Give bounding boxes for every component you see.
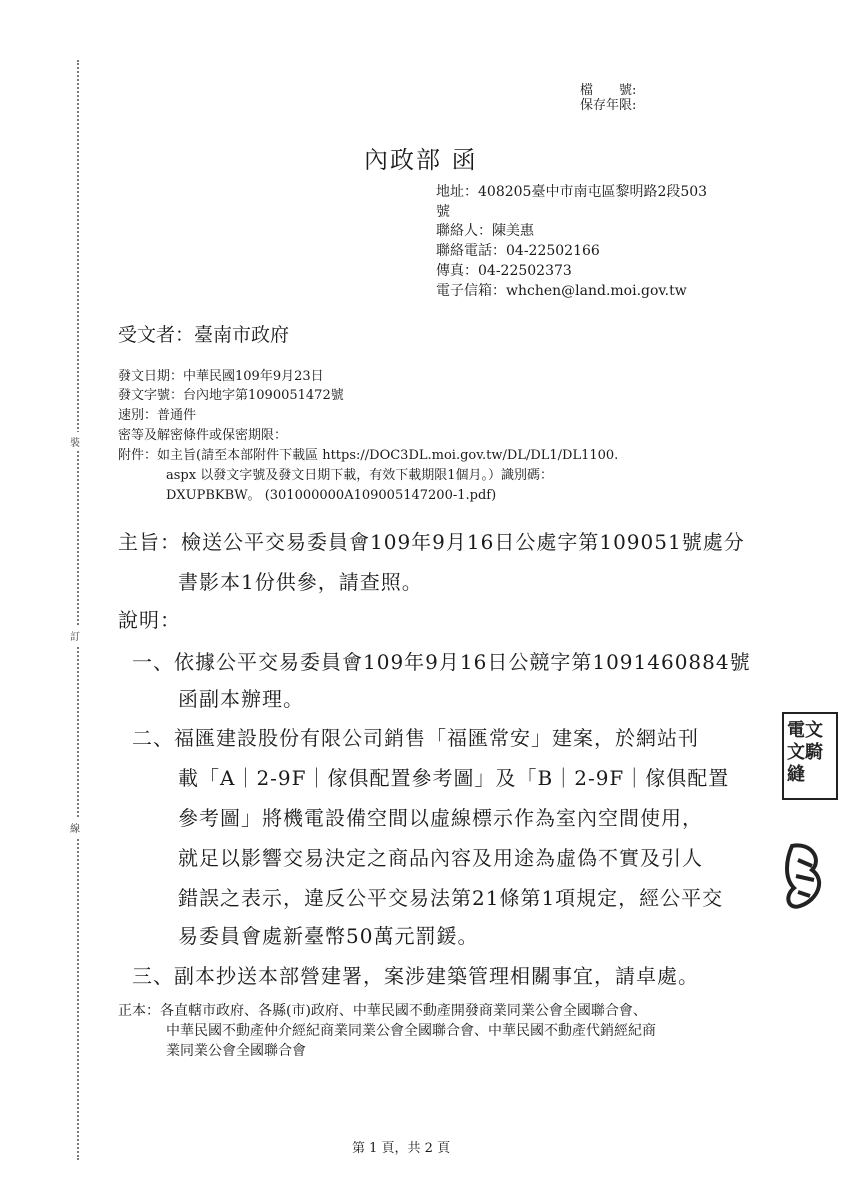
binding-mark-top: 裝 [70, 432, 80, 451]
sender-contact: 聯絡人：陳美惠 [436, 223, 534, 239]
explanation-item3-line1: 三、副本抄送本部營建署，案涉建築管理相關事宜，請卓處。 [132, 964, 699, 988]
subject-line2: 書影本1份供參，請查照。 [178, 570, 423, 594]
binding-dotted-line [77, 60, 79, 1160]
explanation-item1-line2: 函副本辦理。 [178, 687, 304, 711]
issue-date: 發文日期：中華民國109年9月23日 [118, 369, 324, 384]
subject-line1: 主旨：檢送公平交易委員會109年9月16日公處字第109051號處分 [118, 530, 745, 554]
delivery-speed: 速別：普通件 [118, 408, 197, 423]
sender-address-line2: 號 [436, 204, 450, 220]
sender-email: 電子信箱：whchen@land.moi.gov.tw [436, 283, 687, 299]
cc-line3: 業同業公會全國聯合會 [166, 1043, 306, 1059]
attachment-line2: aspx 以發文字號及發文日期下載，有效下載期限1個月。）識別碼： [166, 468, 553, 483]
binding-mark-middle: 訂 [70, 626, 80, 645]
explanation-item2-line1: 二、福匯建設股份有限公司銷售「福匯常安」建案，於網站刊 [132, 726, 699, 750]
document-number: 發文字號：台內地字第1090051472號 [118, 388, 344, 403]
explanation-item2-line6: 易委員會處新臺幣50萬元罰鍰。 [178, 924, 479, 948]
retention-period-label: 保存年限: [580, 98, 637, 113]
explanation-item2-line3: 參考圖」將機電設備空間以虛線標示作為室內空間使用， [178, 806, 703, 830]
seam-stamp: 電文文騎縫 [782, 712, 838, 800]
seal-fragment-icon [782, 840, 826, 912]
cc-line2: 中華民國不動產仲介經紀商業同業公會全國聯合會、中華民國不動產代銷經紀商 [166, 1023, 656, 1039]
explanation-item2-line5: 錯誤之表示，違反公平交易法第21條第1項規定，經公平交 [178, 886, 724, 910]
sender-phone: 聯絡電話：04-22502166 [436, 243, 600, 259]
secrecy-level: 密等及解密條件或保密期限： [118, 428, 288, 443]
explanation-item2-line4: 就足以影響交易決定之商品內容及用途為虛偽不實及引人 [178, 846, 703, 870]
sender-address-line1: 地址：408205臺中市南屯區黎明路2段503 [436, 184, 708, 200]
document-title: 內政部 函 [364, 146, 478, 174]
explanation-item2-line2: 載「A｜2-9F｜傢俱配置參考圖」及「B｜2-9F｜傢俱配置 [178, 766, 730, 790]
cc-line1: 正本：各直轄市政府、各縣(市)政府、中華民國不動產開發商業同業公會全國聯合會、 [118, 1003, 647, 1019]
page-number: 第 1 頁，共 2 頁 [352, 1141, 451, 1156]
explanation-heading: 說明： [118, 608, 181, 632]
attachment-line1: 附件：如主旨(請至本部附件下載區 https://DOC3DL.moi.gov.tw/DL/DL1/DL1100. [118, 448, 619, 463]
file-number-label: 檔 號: [580, 83, 637, 98]
sender-fax: 傳真：04-22502373 [436, 263, 572, 279]
binding-mark-bottom: 線 [70, 818, 80, 837]
recipient: 受文者：臺南市政府 [118, 324, 290, 346]
attachment-line3: DXUPBKBW。 (301000000A109005147200-1.pdf) [166, 488, 497, 503]
explanation-item1-line1: 一、依據公平交易委員會109年9月16日公競字第1091460884號 [132, 650, 751, 674]
